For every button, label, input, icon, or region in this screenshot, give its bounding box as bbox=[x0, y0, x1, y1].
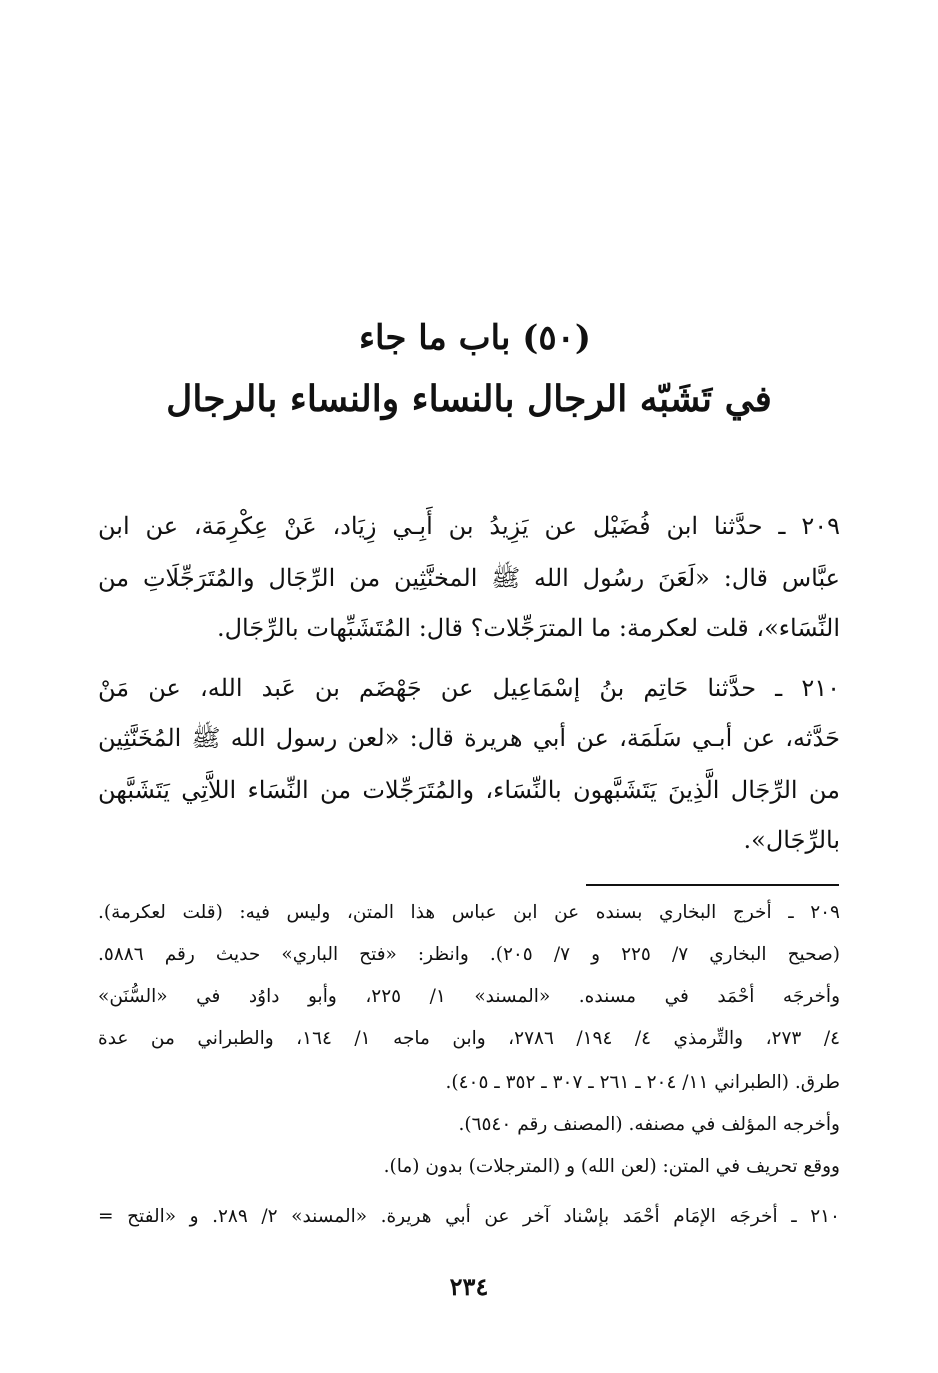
chapter-heading: (٥٠) باب ما جاء bbox=[359, 318, 591, 358]
body-line-6: من الرِّجَال الَّذِينَ يَتَشَبَّهون بالنِّسَاء، والمُتَرَجِّلات من النِّسَاء اللاَّتِي يَتَشَبَّهن bbox=[98, 776, 840, 804]
body-line-4: ٢١٠ ـ حدَّثنا حَاتِم بنُ إسْمَاعِيل عن جَهْضَم بن عَبد الله، عن مَنْ bbox=[98, 674, 840, 702]
footnote-line-8: ٢١٠ ـ أخرجَه الإمَام أحْمَد بإسْناد آخر عن أبي هريرة. «المسند» ٢/ ٢٨٩. و «الفتح = bbox=[98, 1206, 840, 1227]
footnote-line-3: وأخرجَه أحْمَد في مسنده. «المسند» ١/ ٢٢٥، وأبو داوُد في «السُّنَن» bbox=[98, 986, 841, 1007]
footnote-line-6: وأخرجه المؤلف في مصنفه. (المصنف رقم ٦٥٤٠). bbox=[458, 1114, 840, 1135]
footnote-line-5: طرق. (الطبراني ١١/ ٢٠٤ ـ ٢٦١ ـ ٣٠٧ ـ ٣٥٢ ـ ٤٠٥). bbox=[445, 1072, 840, 1093]
body-line-2: عبَّاس قال: «لَعَنَ رسُول الله ﷺ المخنَّثِين من الرِّجَال والمُتَرَجِّلَاتِ من bbox=[98, 564, 840, 592]
footnote-line-7: ووقع تحريف في المتن: (لعن الله) و (المترجلات) بدون (ما). bbox=[383, 1156, 840, 1177]
body-line-5: حَدَّثه، عن أبـي سَلَمَة، عن أبي هريرة قال: «لعن رسول الله ﷺ المُخَنَّثِين bbox=[98, 724, 840, 752]
body-line-7: بالرِّجَال». bbox=[743, 826, 840, 854]
footnote-divider bbox=[586, 884, 839, 886]
page-number: ٢٣٤ bbox=[449, 1272, 489, 1301]
chapter-subtitle: في تَشَبّه الرجال بالنساء والنساء بالرجال bbox=[166, 378, 772, 420]
footnote-line-1: ٢٠٩ ـ أخرج البخاري بسنده عن ابن عباس هذا المتن، وليس فيه: (قلت لعكرمة). bbox=[98, 902, 840, 923]
footnote-line-2: (صحيح البخاري ٧/ ٢٢٥ و ٧/ ٢٠٥). وانظر: «فتح الباري» حديث رقم ٥٨٨٦. bbox=[98, 944, 840, 965]
footnote-line-4: ٤/ ٢٧٣، والتِّرمذي ٤/ ١٩٤/ ٢٧٨٦، وابن ماجه ١/ ١٦٤، والطبراني من عدة bbox=[98, 1028, 840, 1049]
body-line-3: النِّسَاء»، قلت لعكرمة: ما المترَجِّلات؟ قال: المُتَشَبِّهات بالرِّجَال. bbox=[216, 614, 840, 642]
body-line-1: ٢٠٩ ـ حدَّثنا ابن فُضَيْل عن يَزِيدُ بن أَبِـي زِيَاد، عَنْ عِكْرِمَة، عن ابن bbox=[98, 512, 840, 540]
